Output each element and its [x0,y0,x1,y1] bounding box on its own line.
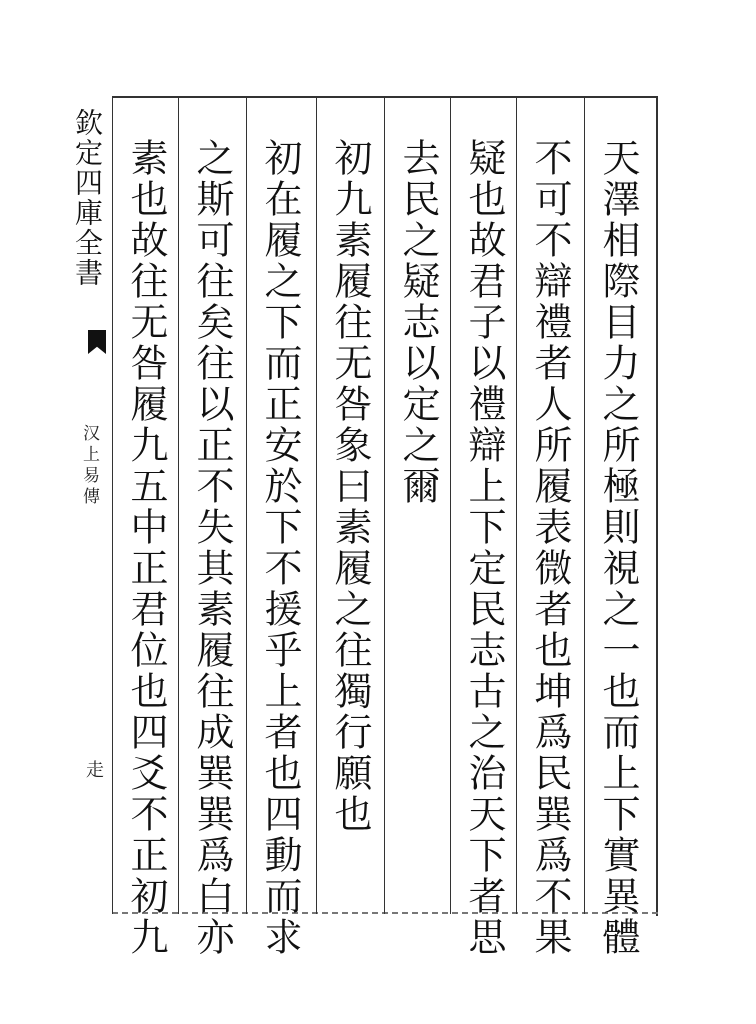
column-rule [516,96,517,914]
column-rule [178,96,179,914]
column-rule [246,96,247,914]
margin-mark: 走 [83,760,104,778]
column-rule [112,96,113,914]
column-rule [584,96,585,914]
margin-book-title: 汉上易傳 [79,424,99,508]
text-column-8: 素也故往无咎履九五中正君位也四爻不正初九 [124,138,168,958]
text-column-5: 初九素履往无咎象曰素履之往獨行願也 [328,138,372,835]
text-column-2: 不可不辯禮者人所履表微者也坤爲民巽爲不果 [528,138,572,958]
text-column-1: 天澤相際目力之所極則視之一也而上下實異體 [596,138,640,958]
column-rule [316,96,317,914]
text-column-3: 疑也故君子以禮辯上下定民志古之治天下者思 [462,138,506,958]
column-rule [384,96,385,914]
column-rule [450,96,451,914]
text-column-7: 之斯可往矣往以正不失其素履往成巽巽爲白亦 [190,138,234,958]
text-column-4: 去民之疑志以定之爾 [396,138,440,507]
fishtail-mark-icon [88,330,106,354]
margin-collection-title: 欽定四庫全書 [71,108,104,288]
text-column-6: 初在履之下而正安於下不援乎上者也四動而求 [258,138,302,958]
